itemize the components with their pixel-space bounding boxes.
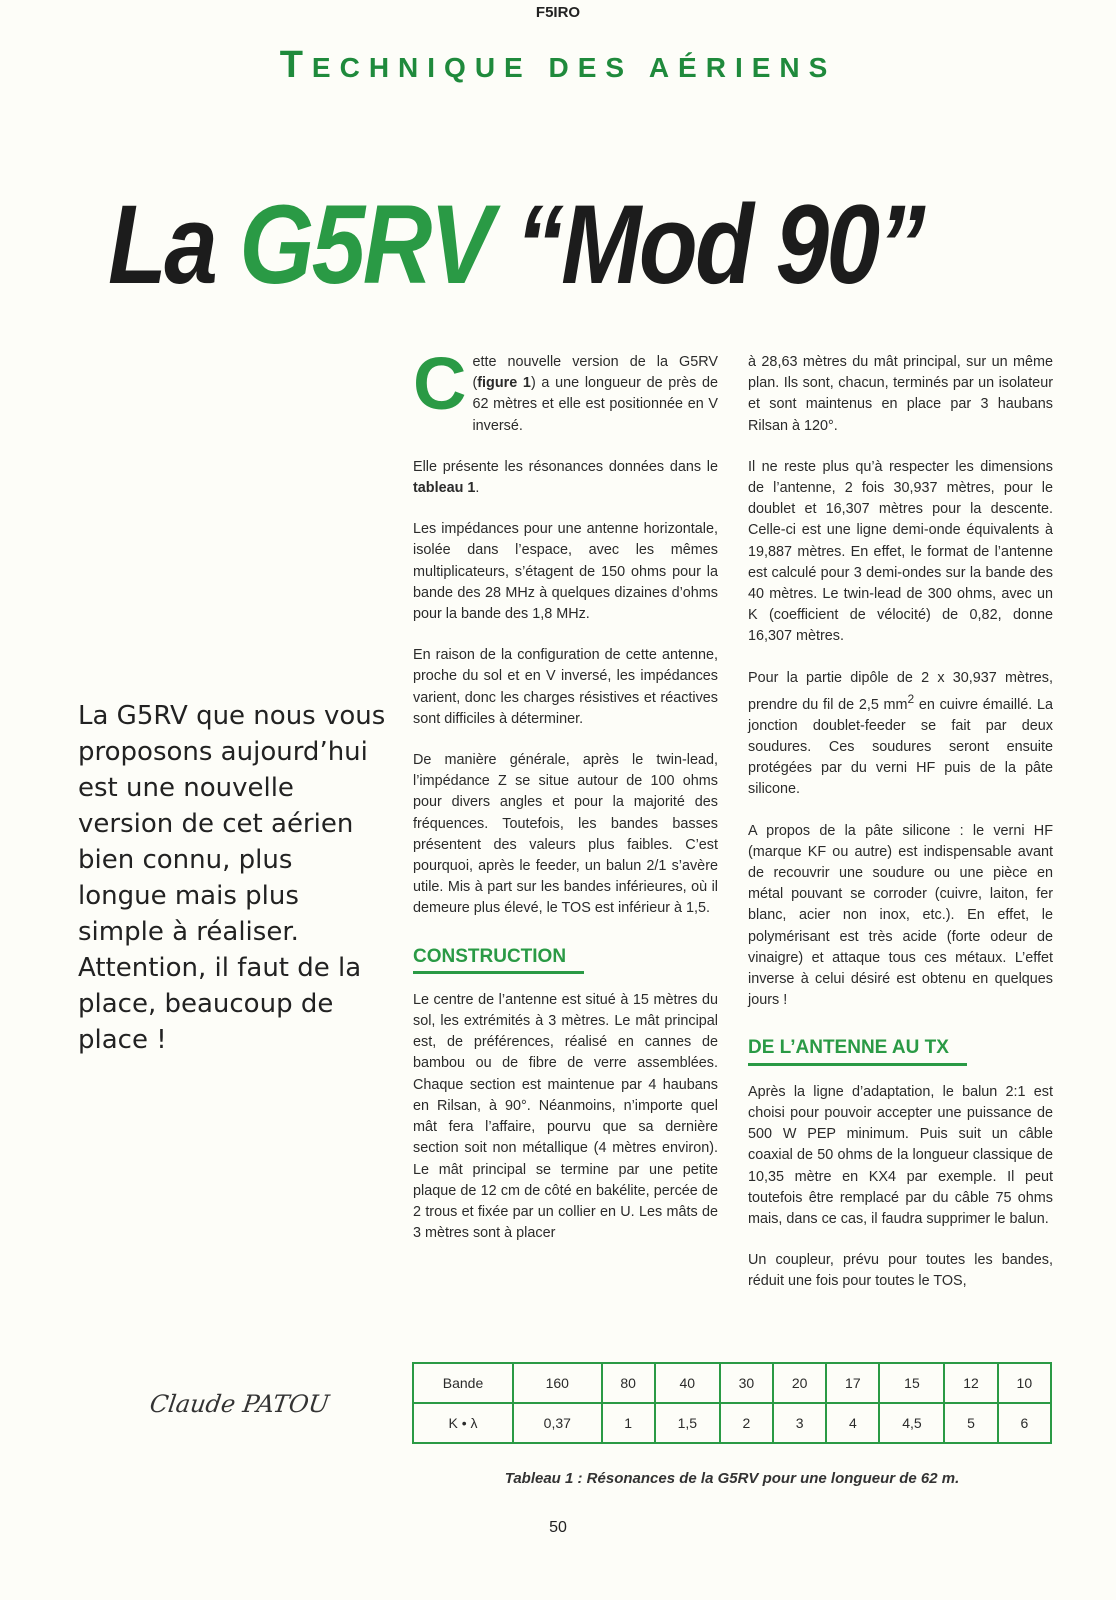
table-row-header: K • λ (413, 1403, 513, 1443)
author-signature: Claude PATOU (148, 1390, 331, 1418)
magazine-header-tag: F5IRO (535, 4, 581, 21)
table-cell: 20 (773, 1363, 826, 1403)
table-row-header: Bande (413, 1363, 513, 1403)
table-cell: 6 (998, 1403, 1051, 1443)
table-cell: 12 (944, 1363, 997, 1403)
table-cell: 0,37 (513, 1403, 602, 1443)
paragraph: Les impédances pour une antenne horizontale, isolée dans l’espace, avec les mêmes multiplicateurs, s’étagent de 150 ohms pour la bande des 28 MHz à quelques dizaines d’ohms pour la bande des 1,8 MHz. (413, 521, 718, 623)
table-cell: 15 (879, 1363, 944, 1403)
table-cell: 80 (602, 1363, 655, 1403)
table-cell: 4 (826, 1403, 879, 1443)
page-number: 50 (549, 1519, 567, 1536)
paragraph: à 28,63 mètres du mât principal, sur un même plan. Ils sont, chacun, terminés par un isolateur et sont maintenus en place par 3 haubans Rilsan à 120°. (748, 354, 1053, 434)
paragraph: Le centre de l’antenne est situé à 15 mètres du sol, les extrémités à 3 mètres. Le mât principal est, de préférences, réalisé en cannes de bambou ou de fibre de verre assemblées. Chaque section est maintenue par 4 haubans en Rilsan, à 90°. Néanmoins, n’importe quel mât fera l’affaire, pourvu que sa dernière section soit non métallique (4 mètres environ). Le mât principal se termine par une petite plaque de 12 cm de côté en bakélite, percée de 2 trous et fixée par un collier en U. Les mâts de 3 mètres sont à placer (413, 991, 718, 1242)
paragraph: Un coupleur, prévu pour toutes les bandes, réduit une fois pour toutes le TOS, (748, 1252, 1053, 1290)
table-cell: 30 (720, 1363, 773, 1403)
title-part-2: G5RV (239, 182, 492, 307)
table-cell: 1 (602, 1403, 655, 1443)
table-cell: 40 (655, 1363, 720, 1403)
table-cell: 10 (998, 1363, 1051, 1403)
table-row (413, 1363, 1051, 1403)
table-cell: 3 (773, 1403, 826, 1443)
paragraph: Pour la partie dipôle de 2 x 30,937 mètres, prendre du fil de 2,5 $mm^2$ en cuivre émaillé. La jonction doublet-feeder se fait par deux soudures. Ces soudures seront ensuite protégées par du verni HF puis de la pâte silicone. (748, 669, 1054, 798)
intro-paragraph: Cette nouvelle version de la G5RV (figure 1) a une longueur de près de 62 mètres et elle est positionnée en V inversé. (413, 342, 718, 434)
table-row (413, 1403, 1051, 1443)
table-caption: Tableau 1 : Résonances de la G5RV pour une longueur de 62 m. (504, 1470, 960, 1487)
paragraph: De manière générale, après le twin-lead, l’impédance Z se situe autour de 100 ohms pour divers angles et pour la majorité des fréquences. Toutefois, les bandes basses présentent des valeurs plus faibles. C’est pourquoi, après le feeder, un balun 2/1 s’avère utile. Mis à part sur les bandes inférieures, où il demeure plus élevé, le TOS est inférieur à 1,5. (413, 752, 718, 917)
drop-cap: C (413, 342, 467, 425)
table-cell: 2 (720, 1403, 773, 1443)
section-rubric: TECHNIQUE DES AÉRIENS (279, 44, 837, 86)
resonance-table (412, 1362, 1052, 1444)
paragraph: Après la ligne d’adaptation, le balun 2:1 est choisi pour pouvoir accepter une puissance de 500 W PEP minimum. Puis suit un câble coaxial de 50 ohms de la longueur classique de 10,35 mètre en KX4 par exemple. Il peut toutefois être remplacé par du câble 75 ohms mais, dans ce cas, il faudra supprimer le balun. (748, 1083, 1053, 1227)
paragraph: A propos de la pâte silicone : le verni HF (marque KF ou autre) est indispensable avant de recouvrir une soudure ou une pièce en métal pouvant se corroder (cuivre, laiton, fer blanc, acier non inox, etc.). En effet, le polymérisant est très acide (forte odeur de vinaigre) et attaque tous ces métaux. L’effet inverse à celui désiré est obtenu en quelques jours ! (748, 822, 1053, 1009)
paragraph: Il ne reste plus qu’à respecter les dimensions de l’antenne, 2 fois 30,937 mètres, pour le doublet et 16,307 mètres pour la descente. Celle-ci est une ligne demi-onde équivalents à 19,887 mètres. En effet, le format de l’antenne est calculé pour 3 demi-ondes sur la bande des 40 mètres. Le twin-lead de 300 ohms, avec un K (coefficient de vélocité) de 0,82, donne 16,307 mètres. (748, 458, 1053, 645)
paragraph: En raison de la configuration de cette antenne, proche du sol et en V inversé, les impédances varient, donc les charges résistives et réactives sont difficiles à déterminer. (413, 647, 718, 727)
table-cell: 160 (513, 1363, 602, 1403)
table-cell: 5 (944, 1403, 997, 1443)
table-cell: 4,5 (879, 1403, 944, 1443)
section-title-antenna-to-tx: DE L’ANTENNE AU TX (748, 1037, 967, 1065)
title-part-1: La (108, 182, 240, 307)
paragraph: Elle présente les résonances données dans le tableau 1. (413, 458, 718, 497)
section-title-construction: CONSTRUCTION (413, 946, 584, 974)
article-column-2 (748, 352, 1053, 1313)
table-cell: 1,5 (655, 1403, 720, 1443)
title-part-3: “Mod 90” (491, 182, 924, 307)
article-title (108, 180, 923, 309)
article-column-1 (413, 342, 718, 1264)
table-cell: 17 (826, 1363, 879, 1403)
lede-paragraph: La G5RV que nous vous proposons aujourd’hui est une nouvelle version de cet aérien bien connu, plus longue mais plus simple à réaliser. Attention, il faut de la place, beaucoup de place ! (78, 701, 386, 1055)
